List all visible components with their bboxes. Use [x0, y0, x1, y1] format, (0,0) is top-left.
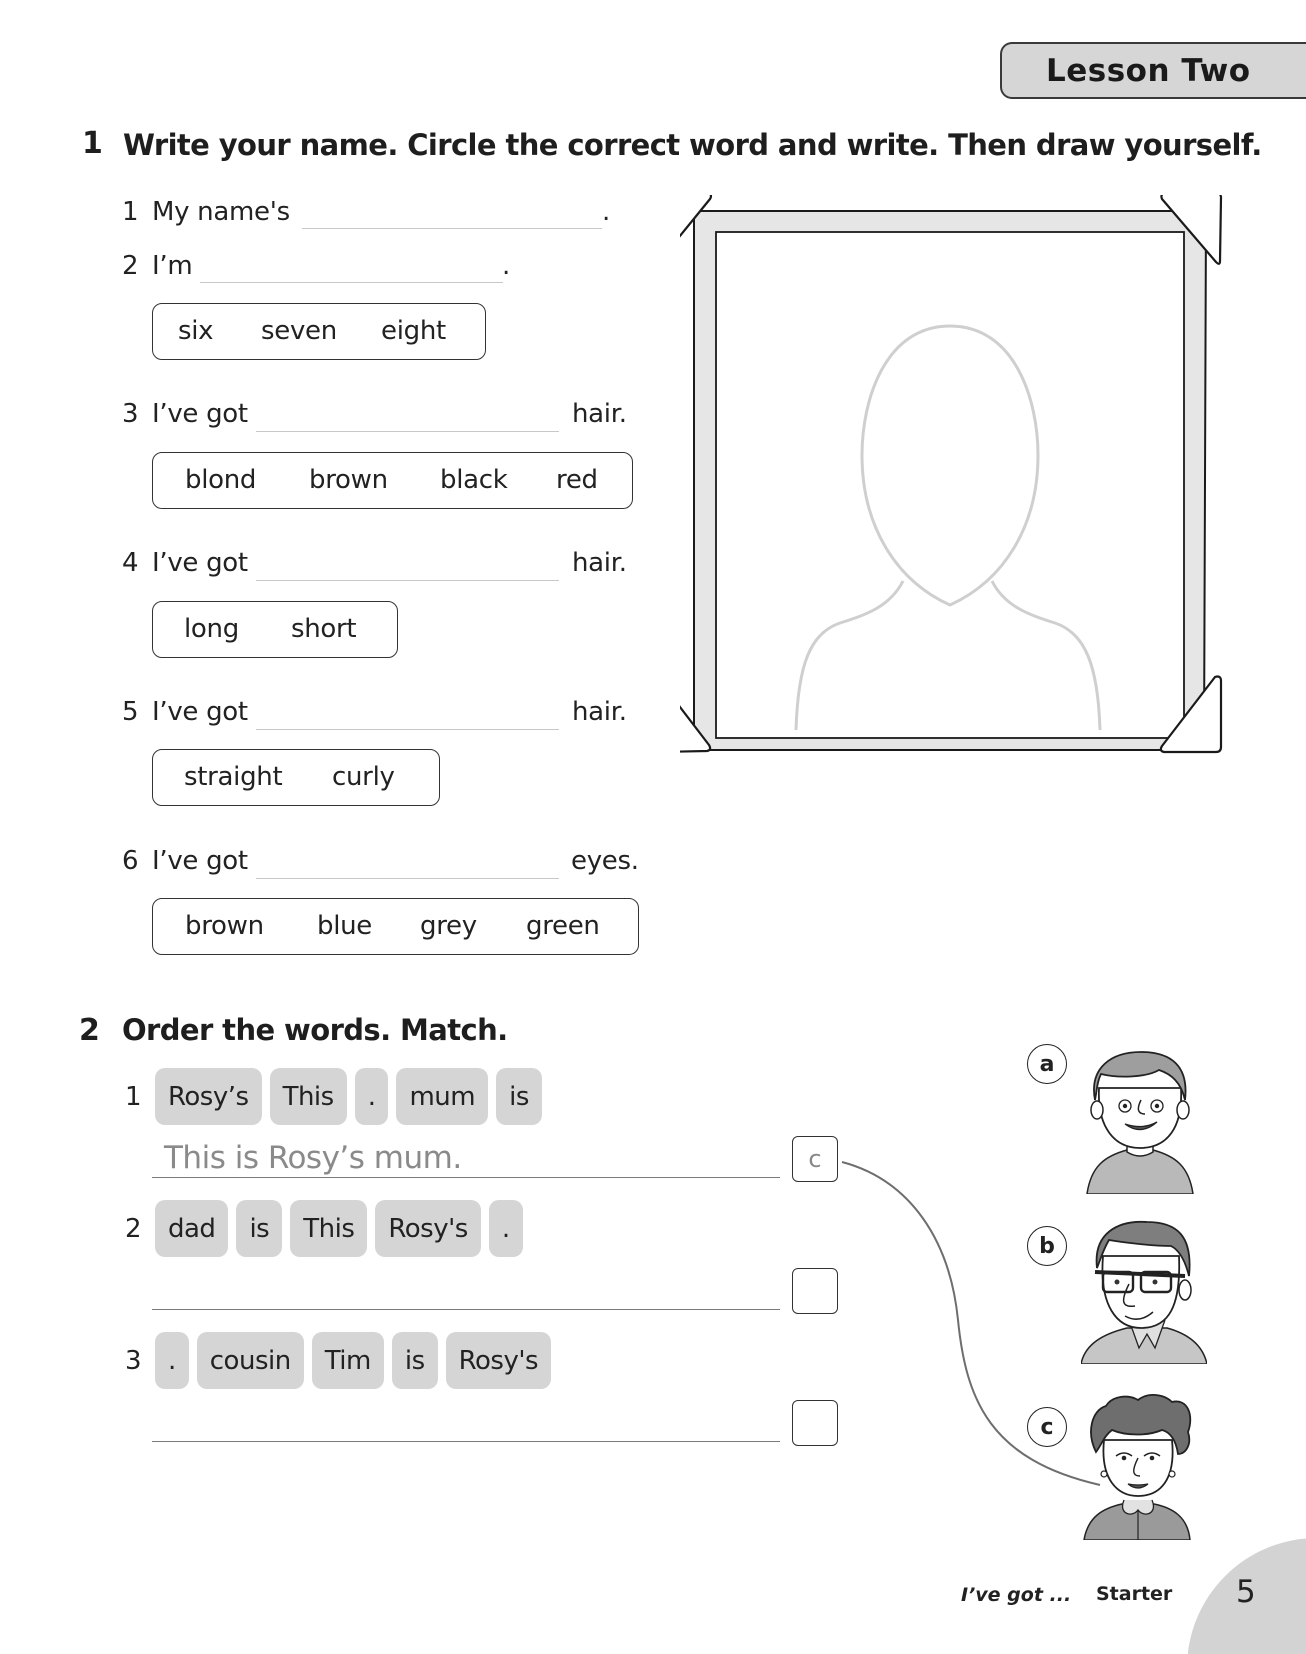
- ex2-row-3-number: 3: [125, 1346, 142, 1376]
- item-number: 3: [122, 399, 139, 429]
- choice-eight[interactable]: eight: [381, 316, 446, 346]
- hair-style-choices-box: [152, 749, 440, 806]
- man-with-glasses-illustration-icon: [1081, 1216, 1207, 1364]
- word-tile[interactable]: Rosy’s: [155, 1068, 262, 1125]
- ex2-row-3-match-box[interactable]: [792, 1400, 838, 1446]
- ex2-row-2-match-box[interactable]: [792, 1268, 838, 1314]
- word-tile[interactable]: .: [489, 1200, 523, 1257]
- choice-six[interactable]: six: [178, 316, 214, 346]
- match-connector-line: [840, 1150, 1110, 1500]
- item-prompt: My name's: [152, 197, 290, 227]
- word-tile[interactable]: .: [155, 1332, 189, 1389]
- item-number: 4: [122, 548, 139, 578]
- exercise-1-number: 1: [82, 126, 103, 161]
- item-prompt: I’m: [152, 251, 193, 281]
- item-number: 1: [122, 197, 139, 227]
- choice-grey[interactable]: grey: [420, 911, 477, 941]
- ex2-row-3-answer-line: [152, 1441, 780, 1442]
- item-prompt: I’ve got: [152, 548, 248, 578]
- ex2-row-3-tiles: [155, 1332, 551, 1389]
- word-tile[interactable]: is: [236, 1200, 282, 1257]
- choice-blue[interactable]: blue: [317, 911, 373, 941]
- ex2-row-2-tiles: [155, 1200, 523, 1257]
- ex1-item-6: [122, 846, 248, 876]
- word-tile[interactable]: is: [392, 1332, 438, 1389]
- eye-colour-answer-blank[interactable]: [256, 878, 559, 879]
- choice-straight[interactable]: straight: [184, 762, 283, 792]
- self-portrait-drawing-area[interactable]: [680, 195, 1230, 770]
- word-tile[interactable]: Rosy's: [375, 1200, 480, 1257]
- age-answer-blank[interactable]: [200, 282, 503, 283]
- ex2-row-1-answer-line: [152, 1177, 780, 1178]
- item-6-trailing: eyes.: [571, 846, 639, 876]
- ex2-row-2-answer-line: [152, 1309, 780, 1310]
- choice-brown[interactable]: brown: [185, 911, 264, 941]
- word-tile[interactable]: .: [355, 1068, 389, 1125]
- ex1-item-3: [122, 399, 248, 429]
- page-number: 5: [1236, 1574, 1256, 1610]
- item-1-trailing: .: [602, 197, 610, 227]
- woman-illustration-icon: [1082, 1392, 1194, 1540]
- lesson-tab: Lesson Two: [1000, 42, 1306, 99]
- choice-blond[interactable]: blond: [185, 465, 257, 495]
- word-tile[interactable]: Rosy's: [446, 1332, 551, 1389]
- word-tile[interactable]: Tim: [312, 1332, 384, 1389]
- item-prompt: I’ve got: [152, 697, 248, 727]
- hair-colour-choices-box: [152, 452, 633, 509]
- word-tile[interactable]: This: [290, 1200, 367, 1257]
- picture-label-a: a: [1027, 1044, 1067, 1084]
- exercise-2-instruction: Order the words. Match.: [122, 1013, 508, 1047]
- picture-label-c: c: [1027, 1407, 1067, 1447]
- ex1-item-1: [122, 197, 290, 227]
- name-answer-blank[interactable]: [302, 228, 602, 229]
- exercise-2-number: 2: [79, 1013, 100, 1048]
- ex2-row-1-tiles: [155, 1068, 542, 1125]
- item-5-trailing: hair.: [572, 697, 627, 727]
- word-tile[interactable]: This: [270, 1068, 347, 1125]
- hair-style-answer-blank[interactable]: [256, 729, 559, 730]
- age-choices-box: [152, 303, 486, 360]
- choice-red[interactable]: red: [556, 465, 598, 495]
- exercise-1-instruction: Write your name. Circle the correct word and write. Then draw yourself.: [123, 128, 1262, 162]
- choice-black[interactable]: black: [440, 465, 508, 495]
- item-4-trailing: hair.: [572, 548, 627, 578]
- footer-section-label: Starter: [1096, 1583, 1173, 1605]
- word-tile[interactable]: cousin: [197, 1332, 304, 1389]
- ex1-item-4: [122, 548, 248, 578]
- item-2-trailing: .: [502, 251, 510, 281]
- choice-brown[interactable]: brown: [309, 465, 388, 495]
- item-3-trailing: hair.: [572, 399, 627, 429]
- item-prompt: I’ve got: [152, 399, 248, 429]
- word-tile[interactable]: dad: [155, 1200, 228, 1257]
- item-number: 5: [122, 697, 139, 727]
- hair-length-choices-box: [152, 601, 398, 658]
- ex2-row-1-match-box[interactable]: c: [792, 1136, 838, 1182]
- item-number: 2: [122, 251, 139, 281]
- choice-curly[interactable]: curly: [332, 762, 395, 792]
- eye-colour-choices-box: [152, 898, 639, 955]
- ex2-row-2-number: 2: [125, 1214, 142, 1244]
- choice-long[interactable]: long: [184, 614, 239, 644]
- picture-label-b: b: [1027, 1226, 1067, 1266]
- ex1-item-5: [122, 697, 248, 727]
- ex2-row-1-number: 1: [125, 1082, 142, 1112]
- choice-green[interactable]: green: [526, 911, 600, 941]
- choice-short[interactable]: short: [291, 614, 357, 644]
- footer-unit-title: I’ve got ...: [961, 1584, 1072, 1606]
- ex2-row-1-answer[interactable]: This is Rosy’s mum.: [164, 1140, 462, 1176]
- item-number: 6: [122, 846, 139, 876]
- drawing-canvas: [716, 232, 1184, 738]
- boy-illustration-icon: [1085, 1048, 1195, 1194]
- ex1-item-2: [122, 251, 192, 281]
- item-prompt: I’ve got: [152, 846, 248, 876]
- hair-length-answer-blank[interactable]: [256, 580, 559, 581]
- choice-seven[interactable]: seven: [261, 316, 337, 346]
- hair-colour-answer-blank[interactable]: [256, 431, 559, 432]
- word-tile[interactable]: is: [496, 1068, 542, 1125]
- word-tile[interactable]: mum: [396, 1068, 488, 1125]
